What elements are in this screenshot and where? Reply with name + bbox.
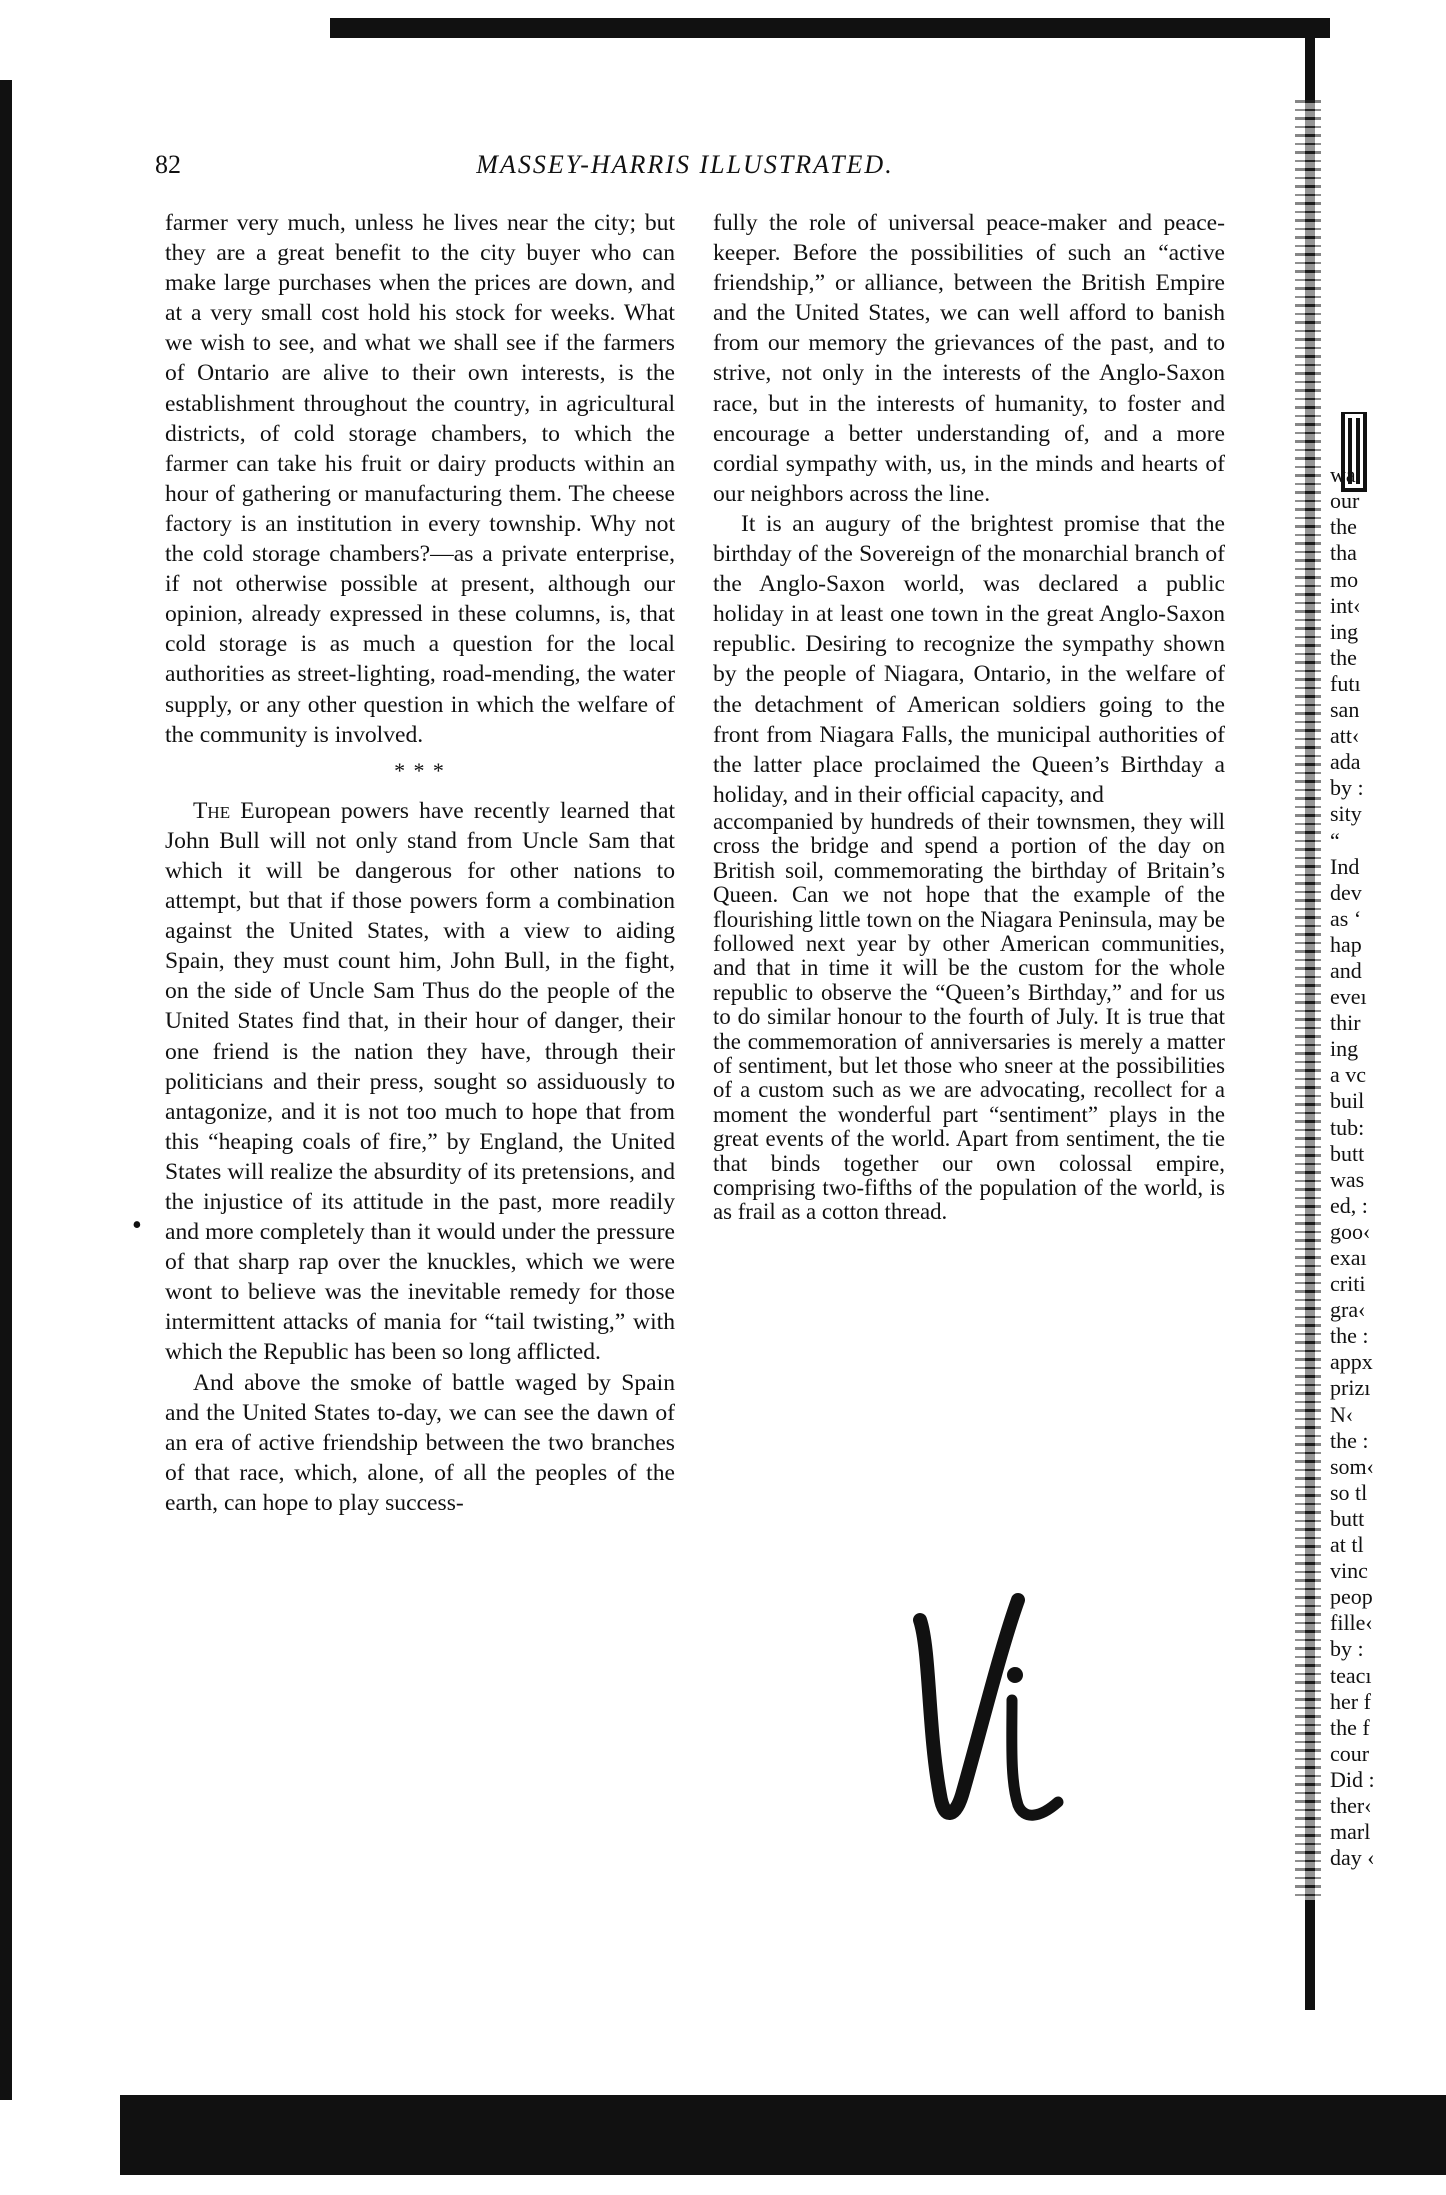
fragment-line: fille‹ (1330, 1610, 1373, 1636)
fragment-line: the f (1330, 1714, 1370, 1740)
fragment-line: the (1330, 514, 1357, 540)
left-paragraph-2 (165, 796, 675, 1368)
left-paragraph-1: farmer very much, unless he lives near the city; but they are a great benefit to the city buyer who can make large purchases when the prices are down, and at a very small cost hold his stock for weeks. What we wish to see, and what we shall see if the farmers of Ontario are alive to their own interests, is the establishment throughout the country, in agricultural districts, of cold storage chambers, to which the farmer can take his fruit or dairy products within an hour of gathering or manufacturing them. The cheese factory is an institution in every township. Why not the cold storage chambers?—as a private enterprise, if not otherwise possible at present, although our opinion, already expressed in these columns, is, that cold storage is as much a question for the local authorities as street-lighting, road-mending, the water supply, or any other question in which the welfare of the community is involved. (165, 210, 675, 748)
right-paragraph-1: fully the role of universal peace-maker and peace-keeper. Before the possibilities of such an “active friendship,” or alliance, between the British Empire and the United States, we can well afford to banish from our memory the grievances of the past, and to strive, not only in the interests of the Anglo-Saxon race, but in the interests of humanity, to foster and encourage a better understanding of, and a more cordial sympathy with, us, in the minds and hearts of our neighbors across the line. (713, 210, 1225, 507)
fragment-line: ing (1330, 618, 1359, 644)
facing-page-fragments (1330, 410, 1440, 1871)
fragment-line: day ‹ (1330, 1845, 1375, 1871)
margin-bullet-mark: • (132, 1210, 142, 1241)
fragment-line: tha (1330, 540, 1357, 566)
fragment-line (1330, 410, 1440, 436)
fragment-line: exaı (1330, 1245, 1367, 1270)
fragment-line: vinc (1330, 1558, 1368, 1584)
fragment-line: ed, : (1330, 1192, 1368, 1218)
small-caps-lead: The (193, 797, 231, 824)
scan-edge-top (330, 18, 1330, 38)
fragment-line: ada (1330, 749, 1361, 775)
fragment-line: dev (1330, 879, 1362, 905)
fragment-line: so tl (1330, 1479, 1368, 1505)
fragment-line: san (1330, 697, 1360, 723)
fragment-line: the : (1330, 1323, 1369, 1349)
fragment-line: our (1330, 488, 1360, 514)
left-paragraph-3: And above the smoke of battle waged by Spain and the United States to-day, we can see the dawn of an era of active friendship between the two branches of that race, which, alone, of all the peoples of the earth, can hope to play success- (165, 1369, 675, 1516)
fragment-line: was (1330, 1166, 1365, 1192)
fragment-line: mo (1330, 566, 1359, 592)
fragment-line: sity (1330, 801, 1362, 827)
scan-edge-left (0, 80, 12, 2100)
fragment-line: wa (1330, 462, 1356, 488)
fragment-line: int‹ (1330, 592, 1361, 618)
fragment-line: appx (1330, 1349, 1373, 1375)
gutter-noise (1295, 100, 1321, 1900)
fragment-line: butt (1330, 1140, 1365, 1166)
fragment-line: N‹ (1330, 1401, 1354, 1427)
fragment-line: criti (1330, 1271, 1366, 1297)
right-column (713, 208, 1225, 1225)
fragment-line: by : (1330, 775, 1364, 801)
fragment-line: peop (1330, 1584, 1373, 1610)
fragment-line: cour (1330, 1740, 1370, 1766)
fragment-line: at tl (1330, 1532, 1364, 1558)
left-paragraph-2-body: European powers have recently learned that John Bull will not only stand from Uncle Sam that which it will be dangerous for other nations to attempt, but that if those powers form a combination against the United States, with a view to aiding Spain, they must count him, John Bull, in the fight, on the side of Uncle Sam Thus do the people of the United States find that, in their hour of danger, their one friend is the nation they have, through their politicians and their press, sought so assiduously to antagonize, and it is not too much to hope that from this “heaping coals of fire,” by England, the United States will realize the absurdity of its pretensions, and the injustice of its attitude in the past, more readily and more completely than it would under the pressure of that sharp rap over the knuckles, which we were wont to believe was the inevitable remedy for those intermittent attacks of mania for “tail twisting,” with which the Republic has been so long afflicted. (165, 797, 675, 1366)
fragment-line: Ind (1330, 853, 1360, 879)
right-paragraph-3: accompanied by hundreds of their townsmen, they will cross the bridge and spend a portion of the day on British soil, commemorating the birthday of Britain’s Queen. Can we not hope that the example of the flourishing little town on the Niagara Peninsula, may be followed next year by other American communities, and that in time it will be the custom for the whole republic to observe the “Queen’s Birthday,” and for us to do similar honour to the fourth of July. It is true that the commemoration of anniversaries is merely a matter of sentiment, but let those who sneer at the possibilities of a custom such as we are advocating, recollect for a moment the wonderful part “sentiment” plays in the great events of the world. Apart from sentiment, the tie that binds together our own colossal empire, comprising two-fifths of the population of the world, is as frail as a cotton thread. (713, 808, 1225, 1225)
fragment-line: teacı (1330, 1662, 1372, 1688)
fragment-line: Did : (1330, 1766, 1375, 1792)
handwritten-signature (900, 1580, 1070, 1840)
fragment-line: hap (1330, 931, 1362, 957)
fragment-line: as ‘ (1330, 905, 1362, 931)
running-title: MASSEY-HARRIS ILLUSTRATED. (476, 150, 894, 179)
fragment-line: eveı (1330, 984, 1367, 1010)
fragment-line: som‹ (1330, 1453, 1374, 1479)
fragment-line: gra‹ (1330, 1297, 1366, 1323)
fragment-line: futı (1330, 670, 1361, 696)
fragment-line: butt (1330, 1505, 1365, 1531)
fragment-line: thir (1330, 1010, 1361, 1036)
fragment-line: the : (1330, 1427, 1369, 1453)
fragment-line: att‹ (1330, 723, 1360, 749)
fragment-line: goo‹ (1330, 1218, 1371, 1244)
scan-edge-bottom (120, 2095, 1446, 2175)
fragment-line: by : (1330, 1636, 1364, 1662)
fragment-line: prizı (1330, 1375, 1371, 1401)
fragment-line: marl (1330, 1819, 1371, 1845)
fragment-line (1330, 436, 1440, 462)
fragment-line: a vc (1330, 1062, 1367, 1088)
left-column (165, 208, 675, 1518)
right-paragraph-2: It is an augury of the brightest promise that the birthday of the Sovereign of the monarchial branch of the Anglo-Saxon world, was declared a public holiday in at least one town in the great Anglo-Saxon republic. Desiring to recognize the sympathy shown by the people of Niagara, Ontario, in the welfare of the detachment of American soldiers going to the front from Niagara Falls, the municipal authorities of the latter place proclaimed the Queen’s Birthday a holiday, and in their official capacity, and (713, 510, 1225, 808)
fragment-line: the (1330, 644, 1357, 670)
fragment-line: ther‹ (1330, 1792, 1372, 1818)
fragment-line: her f (1330, 1688, 1371, 1714)
page-number: 82 (155, 150, 181, 179)
fragment-line: buil (1330, 1088, 1365, 1114)
section-separator: * * * (394, 757, 446, 783)
fragment-line: tub: (1330, 1114, 1365, 1140)
fragment-line: “ (1330, 827, 1340, 853)
fragment-line: ing (1330, 1036, 1359, 1062)
fragment-line: and (1330, 957, 1362, 983)
page-header (155, 150, 1215, 190)
